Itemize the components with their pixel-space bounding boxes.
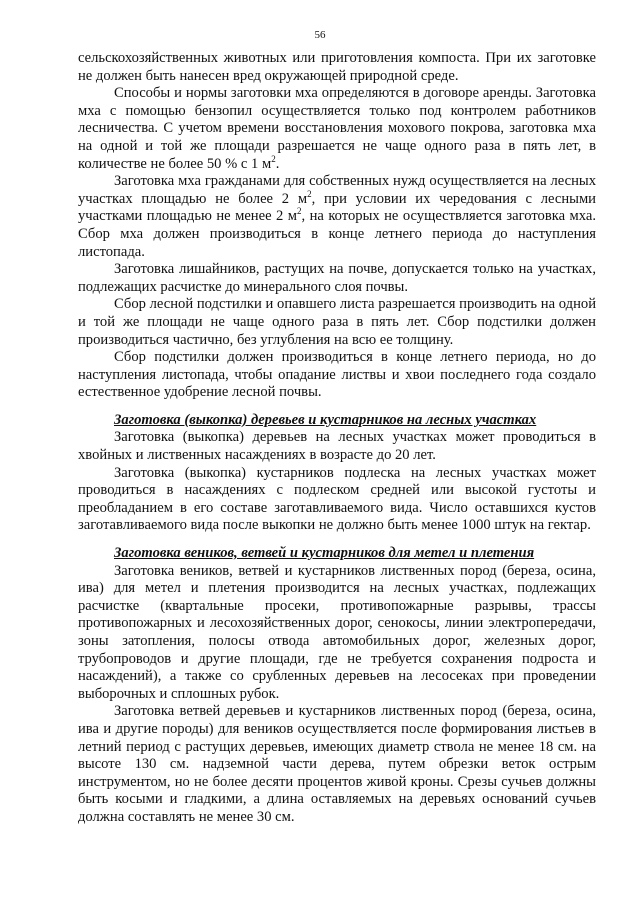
paragraph: Заготовка лишайников, растущих на почве, допускается только на участках, подлежащих расчистке до минерального слоя почвы. (78, 261, 596, 295)
paragraph: Заготовка веников, ветвей и кустарников лиственных пород (береза, осина, ива) для метел и плетения производится на лесных участках, подлежащих расчистке (квартальные просеки, противопожарные разрывы, трассы противопожарных и лесохозяйственных дорог, сенокосы, линии электропередачи, зоны затопления, полосы отвода автомобильных дорог, железных дорог, трубопроводов и другие площади, где не требуется сохранения подроста и насаждений), а также со срубленных деревьев на лесосеках при проведении выборочных и сплошных рубок. (78, 562, 596, 702)
paragraph: Сбор лесной подстилки и опавшего листа разрешается производить на одной и той же площади не чаще одного раза в пять лет. Сбор подстилки должен производиться частично, без углубления на всю ее толщину. (78, 296, 596, 348)
paragraph: Заготовка ветвей деревьев и кустарников лиственных пород (береза, осина, ива и другие породы) для веников осуществляется после формирования листьев в летний период с растущих деревьев, имеющих диаметр ствола не менее 18 см. на высоте 130 см. надземной части дерева, путем обрезки веток острым инструментом, но не более десяти процентов живой кроны. Срезы сучьев должны быть косыми и гладкими, а длина оставляемых на деревьях оснований сучьев должна составлять не менее 30 см. (78, 703, 596, 825)
paragraph: Способы и нормы заготовки мха определяются в договоре аренды. Заготовка мха с помощью бензопил осуществляется только под контролем работников лесничества. С учетом времени восстановления мохового покрова, заготовка мха на одной и той же площади разрешается не чаще одного раза в пять лет, в количестве не более 50 % с 1 $м^2$. (78, 85, 596, 172)
page-number: 56 (314, 29, 326, 41)
document-body (78, 50, 596, 827)
paragraph: Заготовка мха гражданами для собственных нужд осуществляется на лесных участках площадью не более 2 $м^2$, при условии их чередования с лесными участками площадью не менее 2 $м^2$, на которых не осуществляется заготовка мха. Сбор мха должен производиться в конце летнего периода до наступления листопада. (78, 173, 596, 260)
paragraph: Заготовка (выкопка) кустарников подлеска на лесных участках может проводиться в насаждениях с подлеском средней или высокой густоты и преобладанием в его составе заготавливаемого вида. Число оставшихся кустов заготавливаемого вида после выкопки не должно быть менее 1000 штук на гектар. (78, 464, 596, 534)
paragraph: Заготовка (выкопка) деревьев на лесных участках может проводиться в хвойных и лиственных насаждениях в возрасте до 20 лет. (78, 429, 596, 464)
paragraph: сельскохозяйственных животных или приготовления компоста. При их заготовке не должен быть нанесен вред окружающей природной среде. (78, 50, 596, 84)
section-heading: Заготовка (выкопка) деревьев и кустарников на лесных участках (114, 411, 537, 428)
paragraph: Сбор подстилки должен производиться в конце летнего периода, но до наступления листопада, чтобы опадание листвы и хвои последнего года создало естественное удобрение лесной почвы. (78, 349, 596, 401)
section-heading: Заготовка веников, ветвей и кустарников для метел и плетения (114, 545, 535, 562)
